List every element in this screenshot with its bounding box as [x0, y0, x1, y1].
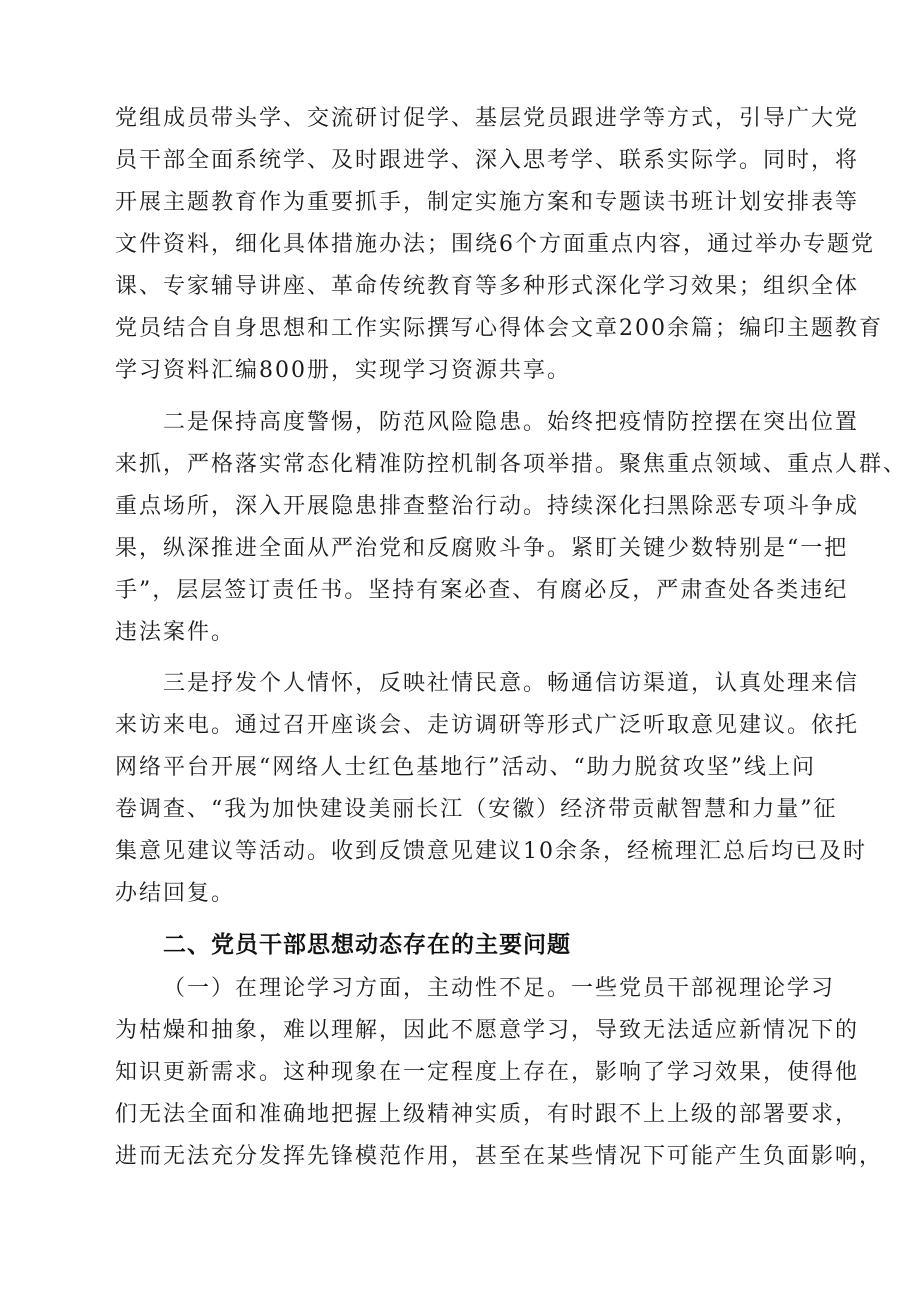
paragraph-four — [115, 968, 884, 1178]
section-heading: 二、党员干部思想动态存在的主要问题 — [163, 932, 571, 958]
text-line: 来抓，严格落实常态化精准防控机制各项举措。聚焦重点领域、重点人群、 — [115, 452, 908, 477]
text-line: 知识更新需求。这种现象在一定程度上存在，影响了学习效果，使得他 — [115, 1060, 860, 1085]
text-line: 文件资料，细化具体措施办法；围绕6个方面重点内容，通过举办专题党 — [115, 232, 875, 257]
text-line: 来访来电。通过召开座谈会、走访调研等形式广泛听取意见建议。依托 — [115, 713, 860, 738]
text-line: 办结回复。 — [115, 881, 236, 906]
text-line: 进而无法充分发挥先锋模范作用，甚至在某些情况下可能产生负面影响， — [115, 1144, 884, 1169]
text-line: 网络平台开展“网络人士红色基地行”活动、“助力脱贫攻坚”线上问 — [115, 755, 816, 780]
text-line: 果，纵深推进全面从严治党和反腐败斗争。紧盯关键少数特别是“一把 — [115, 536, 849, 561]
text-line: 三是抒发个人情怀，反映社情民意。畅通信访渠道，认真处理来信 — [163, 671, 860, 696]
paragraph-three — [115, 663, 867, 915]
text-line: 开展主题教育作为重要抓手，制定实施方案和专题读书班计划安排表等 — [115, 190, 860, 215]
text-line: 员干部全面系统学、及时跟进学、深入思考学、联系实际学。同时，将 — [115, 148, 860, 173]
text-line: 二是保持高度警惕，防范风险隐患。始终把疫情防控摆在突出位置 — [163, 410, 860, 435]
text-line: 们无法全面和准确地把握上级精神实质，有时跟不上上级的部署要求， — [115, 1102, 860, 1127]
text-line: 学习资料汇编800册，实现学习资源共享。 — [115, 358, 571, 383]
text-line: 为枯燥和抽象，难以理解，因此不愿意学习，导致无法适应新情况下的 — [115, 1018, 860, 1043]
text-line: 卷调查、“我为加快建设美丽长江（安徽）经济带贡献智慧和力量”征 — [115, 797, 838, 822]
text-line: 手”，层层签订责任书。坚持有案必查、有腐必反，严肃查处各类违纪 — [115, 578, 849, 603]
text-line: 课、专家辅导讲座、革命传统教育等多种形式深化学习效果；组织全体 — [115, 274, 860, 299]
text-line: 党员结合自身思想和工作实际撰写心得体会文章200余篇；编印主题教育 — [115, 316, 883, 341]
text-line: （一）在理论学习方面，主动性不足。一些党员干部视理论学习 — [163, 976, 836, 1001]
paragraph-two — [115, 402, 908, 654]
paragraph-intro — [115, 98, 883, 392]
text-line: 集意见建议等活动。收到反馈意见建议10余条，经梳理汇总后均已及时 — [115, 839, 867, 864]
text-line: 违法案件。 — [115, 620, 236, 645]
text-line: 党组成员带头学、交流研讨促学、基层党员跟进学等方式，引导广大党 — [115, 106, 860, 131]
text-line: 重点场所，深入开展隐患排查整治行动。持续深化扫黑除恶专项斗争成 — [115, 494, 860, 519]
